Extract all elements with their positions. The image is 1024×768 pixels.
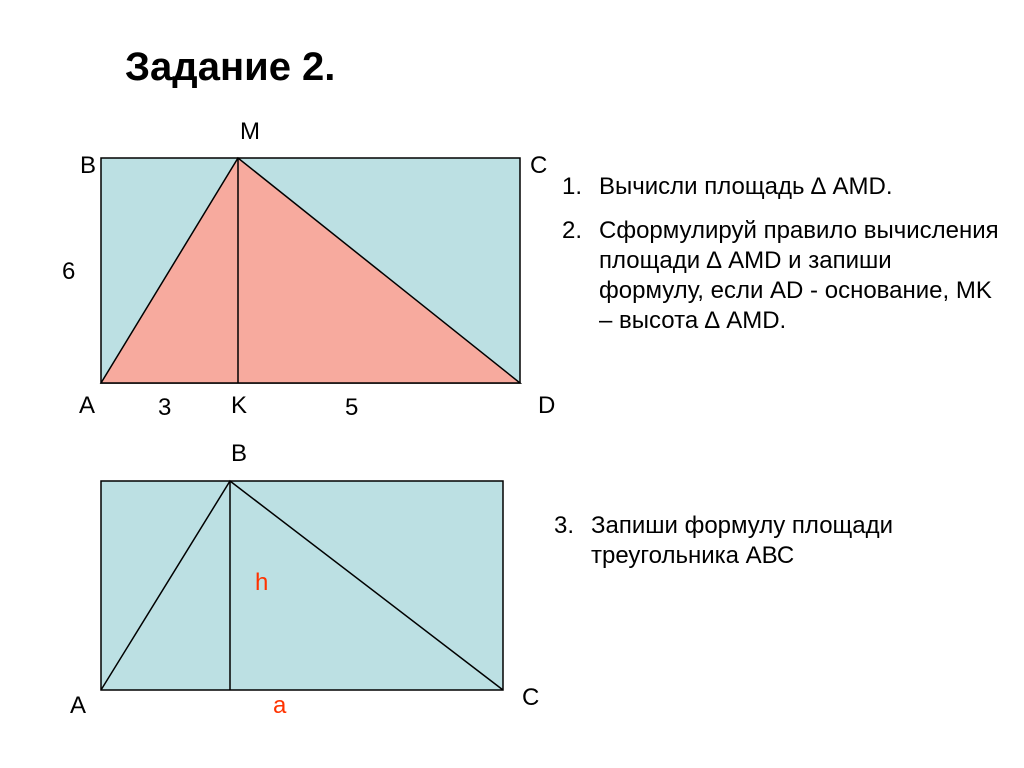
task-number: 3.	[554, 512, 575, 539]
label-b2: B	[231, 440, 248, 467]
task-number: 2.	[562, 217, 583, 244]
label-a: A	[79, 392, 96, 419]
task-list-2	[554, 511, 954, 571]
figure-1	[101, 158, 520, 383]
task-item	[562, 172, 1002, 202]
task-number: 1.	[562, 173, 583, 200]
task-item	[554, 511, 954, 571]
task-text: Вычисли площадь ∆ AMD.	[599, 173, 893, 200]
label-a2: A	[70, 692, 87, 719]
label-kd-5: 5	[345, 394, 359, 421]
task-item	[562, 216, 1002, 336]
label-m: M	[240, 118, 260, 145]
label-side-6: 6	[62, 258, 76, 285]
label-c: C	[530, 152, 548, 179]
label-c2: C	[522, 684, 540, 711]
label-base-a: a	[273, 692, 287, 719]
label-k: K	[231, 392, 248, 419]
label-ak-3: 3	[158, 394, 172, 421]
page-title: Задание 2.	[125, 45, 336, 89]
task-text: Сформулируй правило вычисления площади ∆ AMD и запиши формулу, если AD - основание, MK – высота ∆ AMD.	[599, 217, 999, 334]
label-h: h	[255, 569, 269, 596]
figure-2	[101, 481, 503, 690]
label-d: D	[538, 392, 556, 419]
task-text: Запиши формулу площади треугольника АВС	[591, 512, 894, 569]
rectangle-2	[101, 481, 503, 690]
task-list-1	[562, 172, 1002, 336]
label-b: B	[80, 152, 97, 179]
